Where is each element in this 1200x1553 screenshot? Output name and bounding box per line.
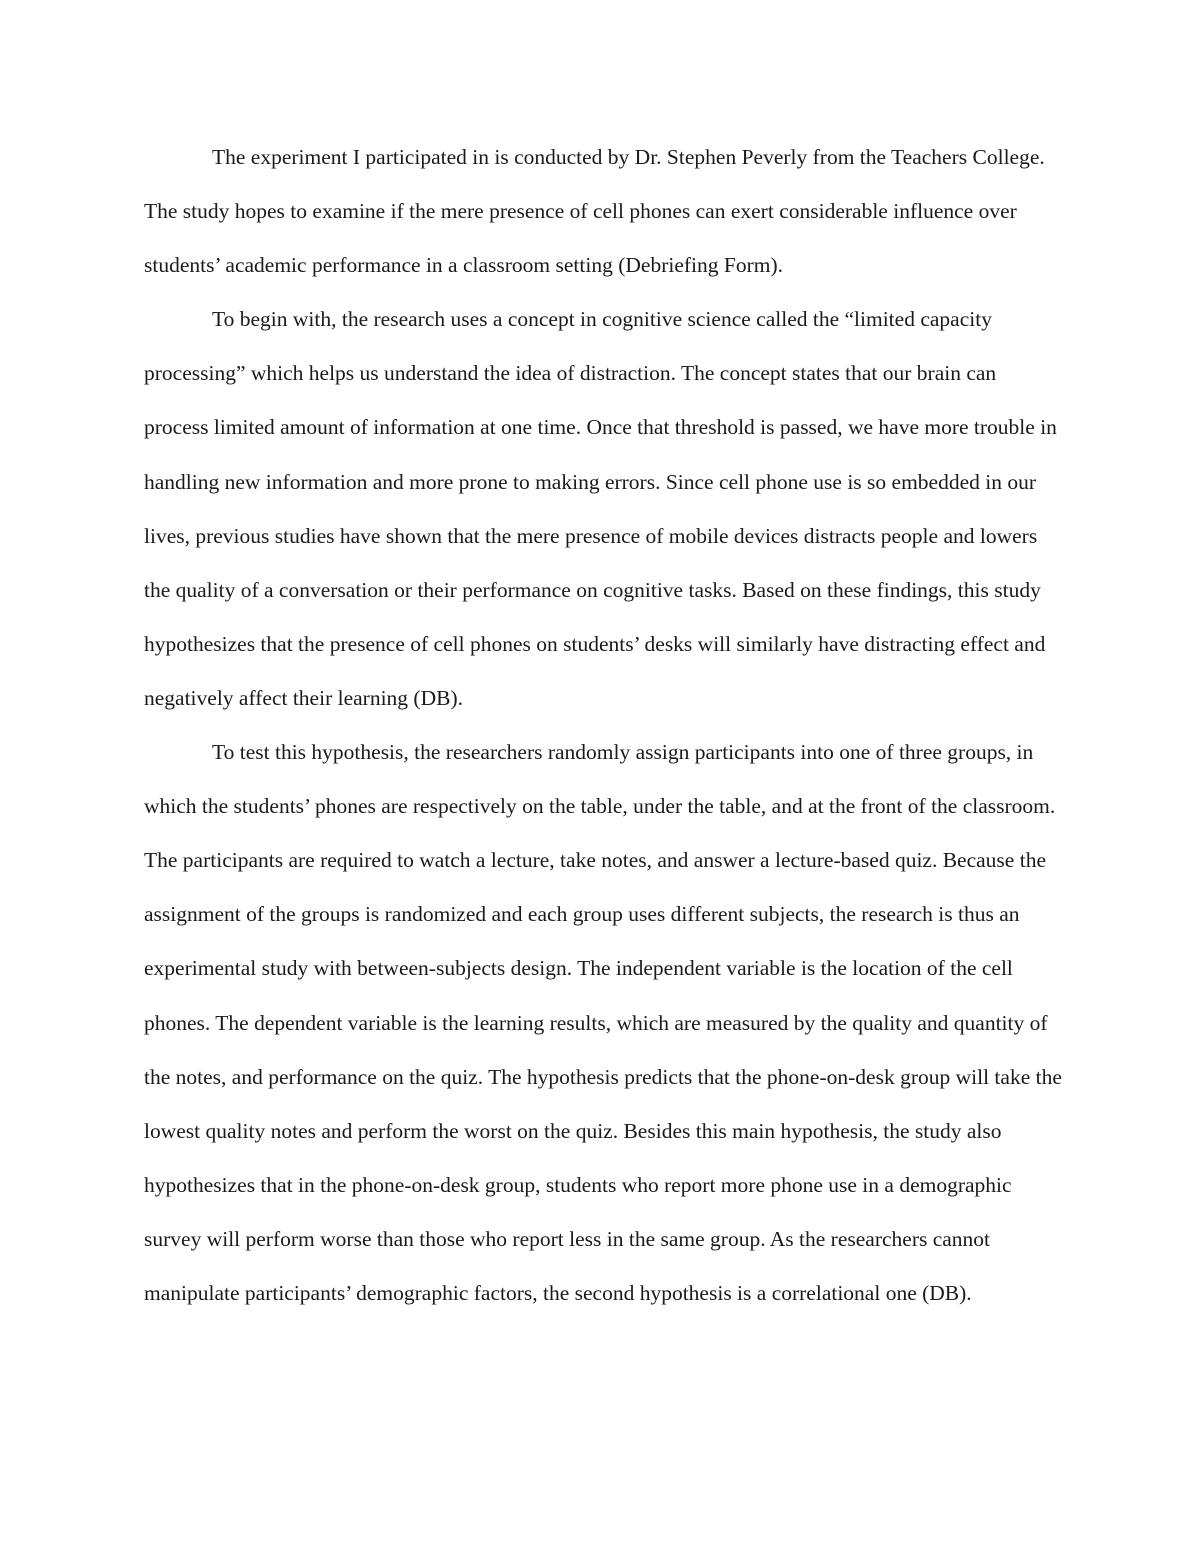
paragraph-1: The experiment I participated in is conducted by Dr. Stephen Peverly from the Teachers College. The study hopes to examine if the mere presence of cell phones can exert considerable influence over students’ academic performance in a classroom setting (Debriefing Form). <box>144 145 1045 278</box>
document-body <box>144 130 1064 1320</box>
paragraph-3: To test this hypothesis, the researchers randomly assign participants into one of three groups, in which the students’ phones are respectively on the table, under the table, and at the front of the classroom. The participants are required to watch a lecture, take notes, and answer a lecture-based quiz. Because the assignment of the groups is randomized and each group uses different subjects, the research is thus an experimental study with between-subjects design. The independent variable is the location of the cell phones. The dependent variable is the learning results, which are measured by the quality and quantity of the notes, and performance on the quiz. The hypothesis predicts that the phone-on-desk group will take the lowest quality notes and perform the worst on the quiz. Besides this main hypothesis, the study also hypothesizes that in the phone-on-desk group, students who report more phone use in a demographic survey will perform worse than those who report less in the same group. As the researchers cannot manipulate participants’ demographic factors, the second hypothesis is a correlational one (DB). <box>144 740 1062 1305</box>
paragraph-2: To begin with, the research uses a concept in cognitive science called the “limited capacity processing” which helps us understand the idea of distraction. The concept states that our brain can process limited amount of information at one time. Once that threshold is passed, we have more trouble in handling new information and more prone to making errors. Since cell phone use is so embedded in our lives, previous studies have shown that the mere presence of mobile devices distracts people and lowers the quality of a conversation or their performance on cognitive tasks. Based on these findings, this study hypothesizes that the presence of cell phones on students’ desks will similarly have distracting effect and negatively affect their learning (DB). <box>144 307 1057 710</box>
